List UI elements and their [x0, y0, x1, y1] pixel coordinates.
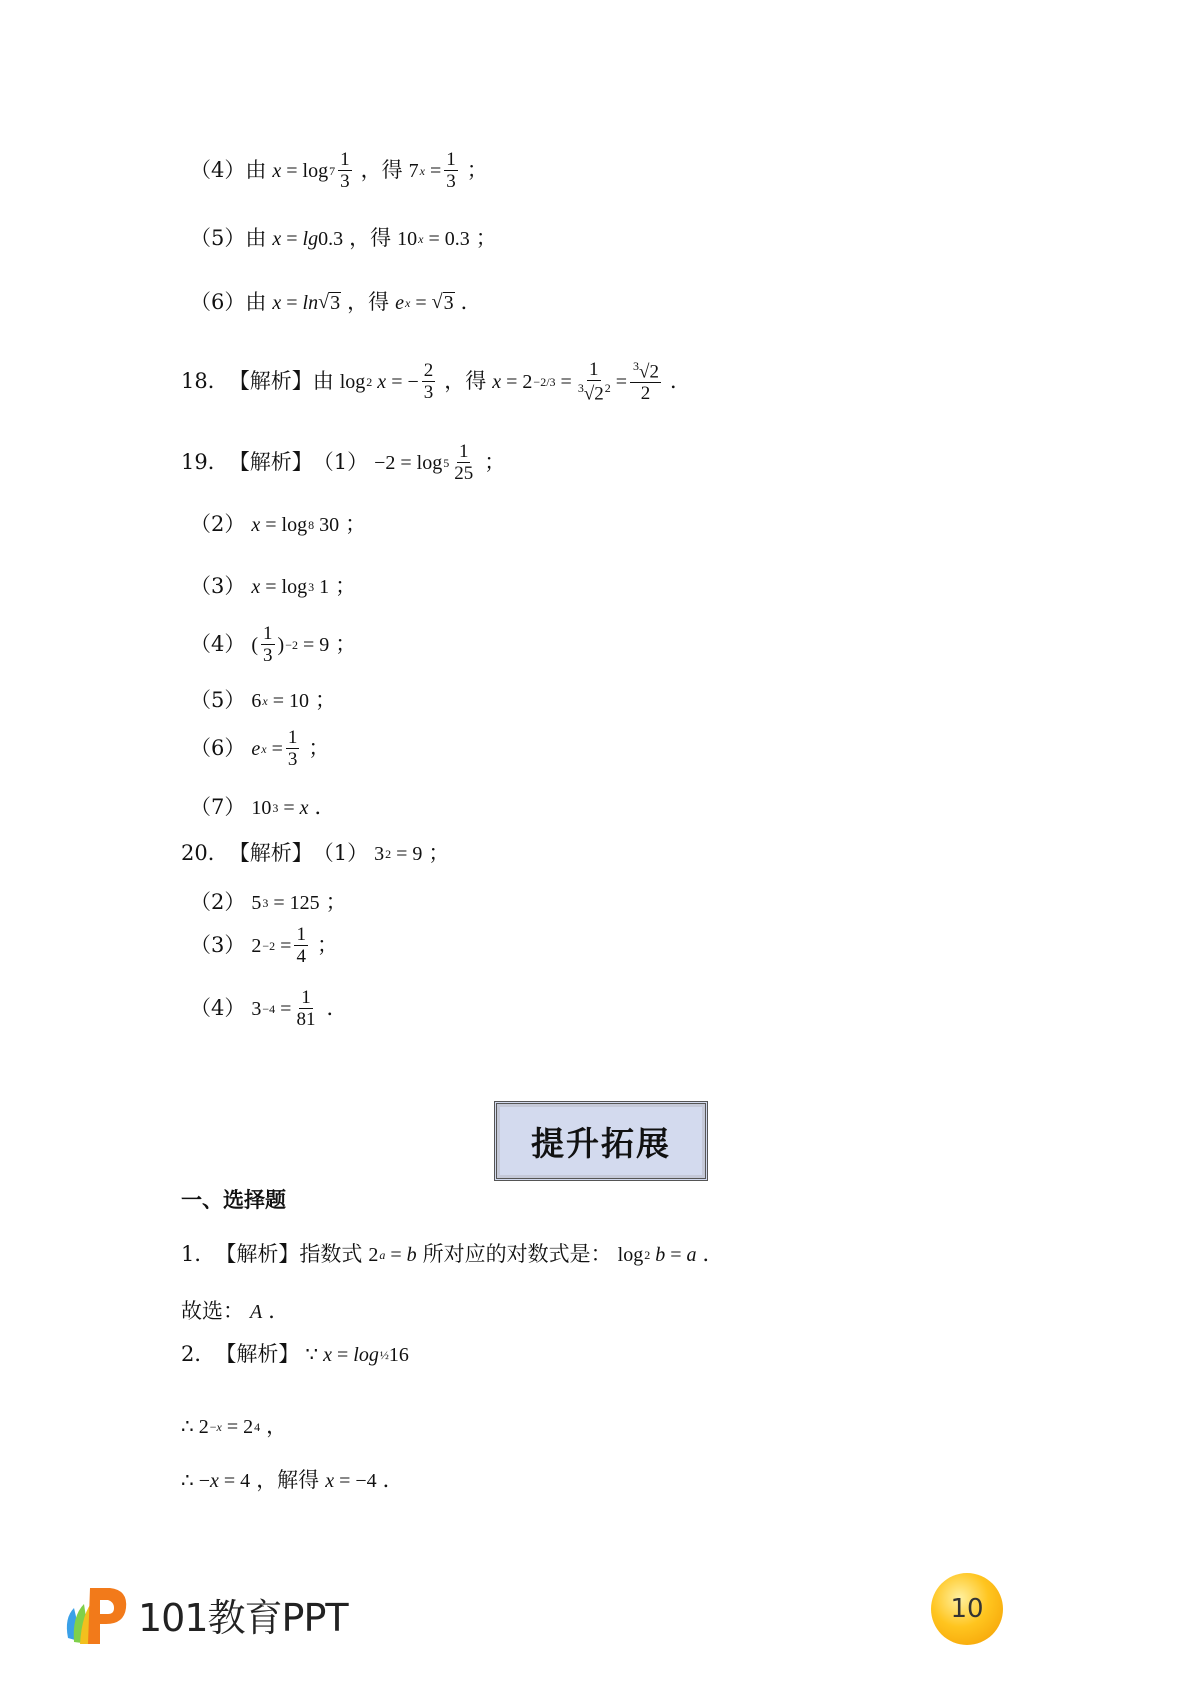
line-5-lg [190, 228, 497, 249]
label: （3） [190, 933, 246, 957]
formula: 6 x = 10 [251, 689, 309, 712]
line-6-ln [190, 292, 482, 313]
formula: log 2 x = − $\frac{2}{3}$ [339, 360, 434, 404]
end: ． [702, 1242, 724, 1266]
q20 [181, 843, 449, 864]
label: （6）由 [190, 290, 267, 314]
formula: x = −4 [325, 1469, 377, 1492]
answer: A [250, 1300, 263, 1323]
q-number: 20． [181, 841, 229, 865]
p2-step1 [181, 1416, 287, 1437]
formula: ( $\frac{1}{3}$ ) −2 = 9 [251, 623, 330, 666]
q-tag: 【解析】 [228, 450, 313, 474]
end: ； [316, 933, 338, 957]
end: ； [335, 632, 357, 656]
q19-6 [190, 728, 329, 769]
label: （6） [190, 736, 246, 760]
q-tag: 【解析】 [215, 1342, 300, 1366]
end: ； [308, 736, 330, 760]
formula: 3 2 = 9 [374, 842, 423, 865]
sub-label: （1） [312, 450, 369, 474]
text: ，得 [444, 369, 487, 394]
q20-2 [190, 892, 347, 913]
end: ． [326, 996, 348, 1020]
q18 [181, 360, 691, 403]
text: 所对应的对数式是： [422, 1242, 612, 1266]
end: ， [266, 1414, 288, 1438]
end: ． [382, 1468, 404, 1492]
q19 [181, 442, 505, 483]
formula: 2 a = b [368, 1243, 417, 1266]
formula: 10 3 = x [251, 796, 309, 819]
q-number: 18． [181, 369, 229, 394]
formula: 10 x = 0.3 [397, 227, 470, 250]
q19-4 [190, 624, 356, 665]
text: ，得 [360, 158, 403, 182]
end: ； [314, 688, 336, 712]
formula: 5 3 = 125 [251, 891, 320, 914]
label: （4）由 [190, 158, 267, 182]
end: ． [268, 1299, 290, 1323]
end: ； [484, 450, 506, 474]
p2 [181, 1344, 415, 1365]
q20-3 [190, 925, 338, 966]
text: ，得 [349, 226, 392, 250]
q20-4 [190, 988, 347, 1029]
p2-step2 [181, 1470, 404, 1491]
end: ； [345, 512, 367, 536]
label: （4） [190, 996, 246, 1020]
q-tag: 【解析】 [215, 1242, 300, 1266]
q-number: 2． [181, 1342, 216, 1366]
q19-3 [190, 576, 356, 597]
formula: ∴ − x = 4 [181, 1469, 251, 1492]
label: （5）由 [190, 226, 267, 250]
formula: x = log 3 1 [251, 575, 330, 598]
text: ，解得 [256, 1468, 320, 1492]
formula: x = log 8 30 [251, 513, 340, 536]
formula: x = lg 0.3 [272, 227, 344, 250]
q19-7 [190, 797, 336, 818]
formula: x = log 7 $\frac{1}{3}$ [272, 149, 350, 192]
text: ，得 [347, 290, 390, 314]
section-banner [494, 1101, 708, 1181]
end: ； [466, 158, 488, 182]
text: 故选： [181, 1299, 244, 1323]
formula: x = 2 −2/3 = $\frac{1}{^3√2^2}$ = $\frac{^3√2}{2}$ [492, 359, 659, 405]
end: ； [428, 841, 450, 865]
label: （2） [190, 890, 246, 914]
label: （5） [190, 688, 246, 712]
banner-title: 提升拓展 [531, 1123, 671, 1163]
q-tag: 【解析】 [228, 369, 313, 394]
formula: −2 = log 5 $\frac{1}{25}$ [374, 441, 474, 484]
q-tag: 【解析】 [228, 841, 313, 865]
line-4-log7 [190, 150, 488, 191]
formula: x = ln √ 3 [272, 291, 341, 314]
q19-2 [190, 514, 366, 535]
formula: e x = √ 3 [395, 291, 454, 314]
end: ； [325, 890, 347, 914]
q-number: 1． [181, 1242, 216, 1266]
brand-mark-icon [60, 1578, 132, 1650]
end: ； [475, 226, 497, 250]
sub-label: （1） [312, 841, 369, 865]
formula: ∴ 2 −x = 2 4 [181, 1415, 261, 1438]
end: ． [460, 290, 482, 314]
brand-text: 101教育PPT [138, 1595, 348, 1640]
formula: 2 −2 = $\frac{1}{4}$ [251, 924, 306, 967]
formula: ∵ x = log ½ 16 [305, 1343, 409, 1366]
formula: 7 x = $\frac{1}{3}$ [408, 149, 456, 192]
end: ． [669, 369, 691, 394]
section-title: 一、选择题 [181, 1188, 286, 1212]
text: 指数式 [299, 1242, 363, 1266]
q19-5 [190, 690, 336, 711]
p1 [181, 1244, 724, 1265]
end: ． [314, 795, 336, 819]
label: （2） [190, 512, 246, 536]
end: ； [335, 574, 357, 598]
formula: log 2 b = a [617, 1243, 697, 1266]
p1-answer [181, 1301, 289, 1322]
formula: 3 −4 = $\frac{1}{81}$ [251, 987, 316, 1030]
label: （3） [190, 574, 246, 598]
label: （4） [190, 632, 246, 656]
page-number: 10 [931, 1573, 1003, 1645]
brand-logo [60, 1578, 348, 1650]
formula: e x = $\frac{1}{3}$ [251, 727, 298, 770]
label: （7） [190, 795, 246, 819]
text: 由 [312, 369, 334, 394]
q-number: 19． [181, 450, 229, 474]
